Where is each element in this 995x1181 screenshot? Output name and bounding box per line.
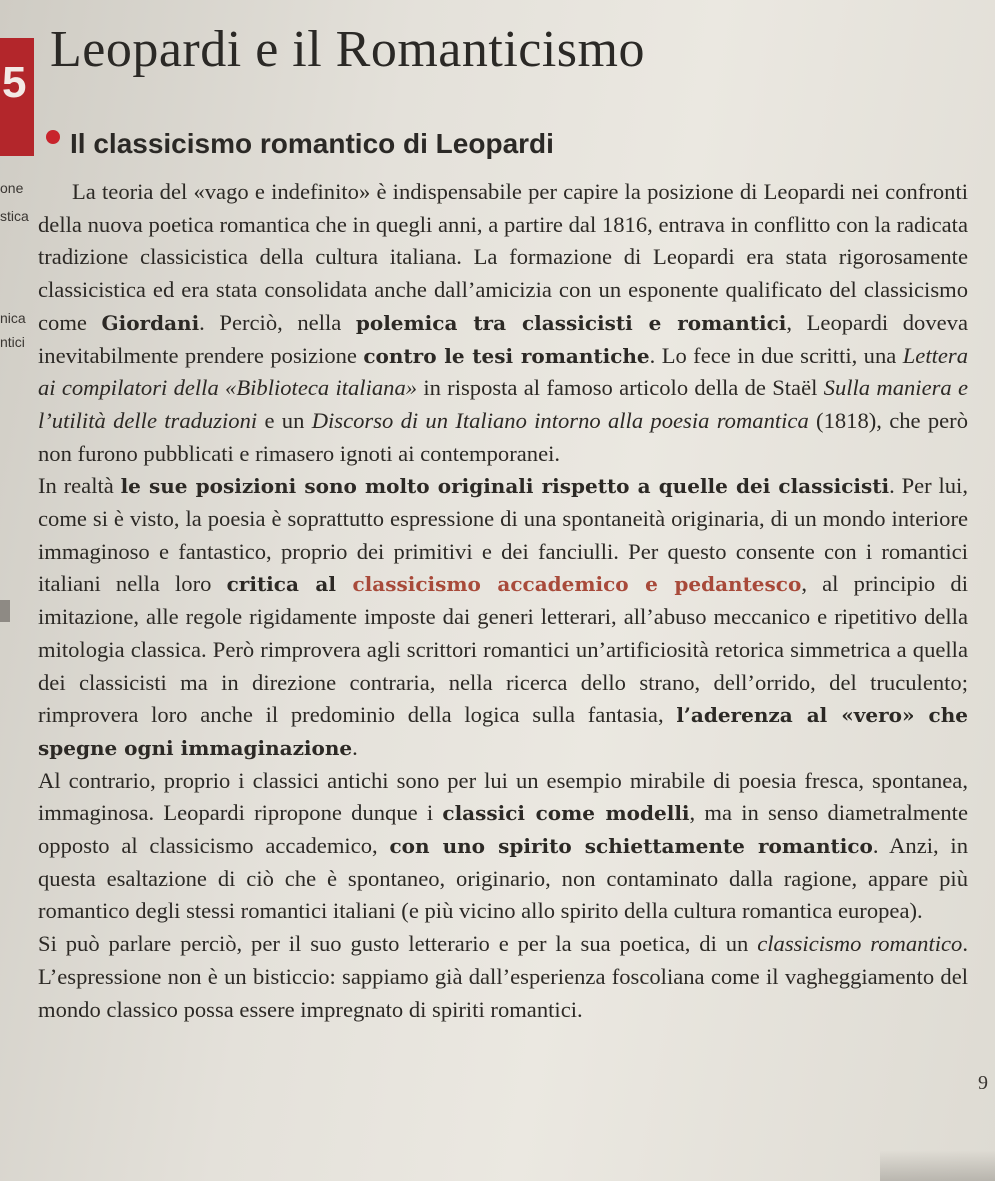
text-run: in risposta al famoso articolo della de Staël xyxy=(417,375,824,401)
text-run: e un xyxy=(257,407,312,433)
bold-phrase: l’aderenza al «vero» che spegne ogni immaginazione xyxy=(38,703,968,760)
chapter-title: Leopardi e il Romanticismo xyxy=(50,21,645,78)
italic-title: Sulla maniera e l’utilità delle traduzioni xyxy=(38,375,968,433)
paragraph xyxy=(38,928,968,1026)
margin-note: one xyxy=(0,180,24,196)
bold-phrase: classici come modelli xyxy=(442,801,690,826)
section-bullet-icon xyxy=(46,130,60,144)
text-run: . L’espressione non è un bisticcio: sappiamo già dall’esperienza foscoliana come il vagheggiamento del mondo classico possa essere impregnato di spiriti romantici. xyxy=(38,931,968,1022)
text-run: . xyxy=(352,734,358,760)
text-run: , ma in senso diametralmente opposto al classicismo accademico, xyxy=(38,800,968,859)
bold-phrase: contro le tesi romantiche xyxy=(363,343,650,368)
italic-title: classicismo romantico xyxy=(757,931,963,957)
text-run: Si può parlare perciò, per il suo gusto letterario e per la sua poetica, di un xyxy=(38,931,758,957)
paragraph xyxy=(38,470,968,764)
bold-phrase: polemica tra classicisti e romantici xyxy=(355,310,787,335)
page-number: 9 xyxy=(978,1072,988,1094)
text-run: , Leopardi doveva inevitabilmente prendere posizione xyxy=(38,309,968,368)
bold-phrase: critica al xyxy=(226,572,353,597)
chapter-number: 5 xyxy=(2,58,27,107)
paragraph xyxy=(38,176,968,470)
section-title: Il classicismo romantico di Leopardi xyxy=(70,128,554,159)
margin-note: ntici xyxy=(0,334,25,350)
bold-phrase: Giordani xyxy=(101,310,200,335)
text-run: (1818), che però non furono pubblicati e rimasero ignoti ai contemporanei. xyxy=(38,407,969,466)
text-run: . Per lui, come si è visto, la poesia è soprattutto espressione di una spontaneità originaria, di un mondo interiore immaginoso e fantastico, proprio dei primitivi e dei fanciulli. Per questo consente con i romantici italiani nella loro xyxy=(38,473,968,597)
bold-phrase: le sue posizioni sono molto originali rispetto a quelle dei classicisti xyxy=(120,474,890,499)
page-shadow xyxy=(880,1150,995,1181)
bold-phrase: con uno spirito schiettamente romantico xyxy=(389,834,873,859)
text-run: La teoria del «vago e indefinito» è indispensabile per capire la posizione di Leopardi nei confronti della nuova poetica romantica che in quegli anni, a partire dal 1816, entrava in conflitto con la radicata tradizione classicistica della cultura italiana. La formazione di Leopardi era stata rigorosamente classicistica ed era stata consolidata anche dall’amicizia con un esponente qualificato del classicismo come xyxy=(38,179,968,335)
margin-note: nica xyxy=(0,310,26,326)
text-run: In realtà xyxy=(38,473,121,499)
italic-title: Lettera ai compilatori della «Biblioteca italiana» xyxy=(38,342,968,401)
text-run: Al contrario, proprio i classici antichi sono per lui un esempio mirabile di poesia fresca, spontanea, immaginosa. Leopardi ripropone dunque i xyxy=(38,767,968,826)
text-run: , al principio di imitazione, alle regole rigidamente imposte dai generi letterari, all’abuso meccanico e ripetitivo della mitologia classica. Però rimprovera agli scrittori romantici un’artificiosità retorica simmetrica a quella dei classicisti ma in direzione contraria, nella ricerca dello strano, dell’orrido, del truculento; rimprovera loro anche il predominio della logica sulla fantasia, xyxy=(38,571,968,728)
italic-title: Discorso di un Italiano intorno alla poesia romantica xyxy=(311,407,809,433)
text-run: . Lo fece in due scritti, una xyxy=(649,342,903,368)
paragraph xyxy=(38,765,968,929)
margin-marker xyxy=(0,600,10,622)
highlighted-phrase: classicismo accademico e pedantesco xyxy=(352,572,802,597)
text-run: . Perciò, nella xyxy=(199,309,356,335)
margin-note: stica xyxy=(0,208,29,224)
body-text xyxy=(38,176,968,1026)
text-run: . Anzi, in questa esaltazione di ciò che è spontaneo, originario, non contaminato dalla ragione, appare più romantico degli stessi romantici italiani (e più vicino allo spirito della cultura romantica europea). xyxy=(38,833,969,924)
